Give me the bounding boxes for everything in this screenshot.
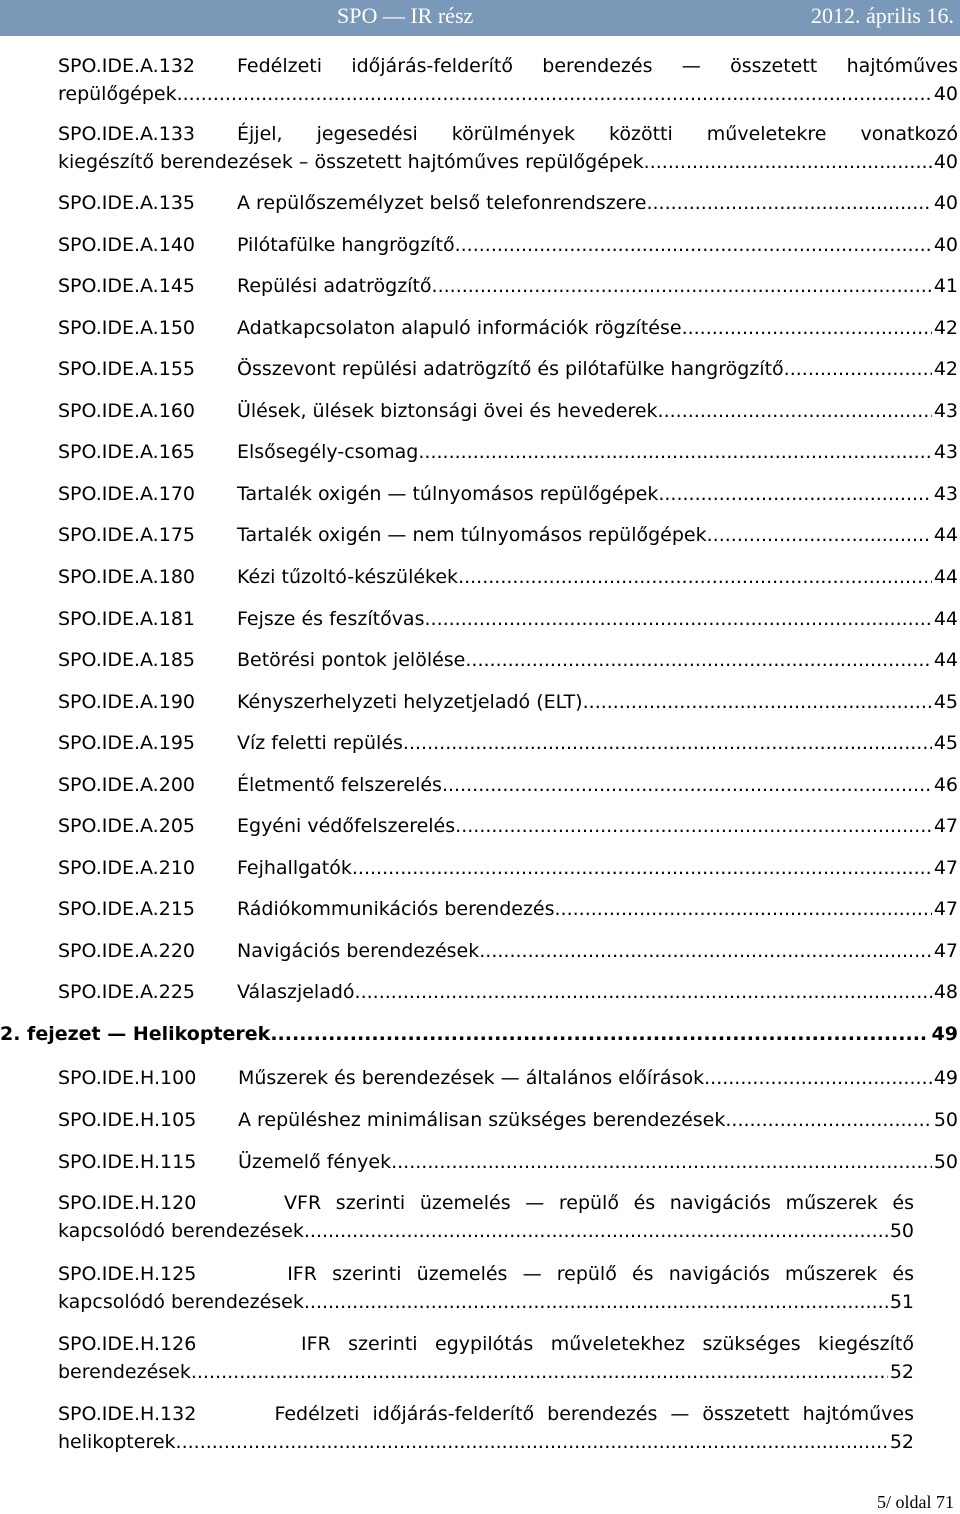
toc-entry-h125[interactable] <box>58 1260 914 1316</box>
toc-entry-a132[interactable] <box>58 52 958 108</box>
toc-title: Összevont repülési adatrögzítő és pilótafülke hangrögzítő <box>237 358 784 381</box>
toc-entry-a133[interactable] <box>58 120 958 176</box>
toc-chapter-2[interactable] <box>0 1023 958 1045</box>
toc-page: 47 <box>933 856 958 879</box>
toc-leader <box>465 646 931 674</box>
toc-entry[interactable] <box>58 314 958 342</box>
toc-entry[interactable] <box>58 771 958 799</box>
toc-title: Kényszerhelyzeti helyzetjeladó (ELT) <box>237 690 583 713</box>
toc-entry[interactable] <box>58 812 958 840</box>
toc-code: SPO.IDE.A.145 <box>58 275 195 298</box>
toc-code: SPO.IDE.A.140 <box>58 233 195 256</box>
toc-leader <box>682 314 932 342</box>
toc-code: SPO.IDE.A.170 <box>58 482 195 505</box>
toc-code: SPO.IDE.A.175 <box>58 524 195 547</box>
toc-title: Egyéni védőfelszerelés <box>237 815 456 838</box>
toc-page: 50 <box>933 1151 958 1173</box>
toc-title: Navigációs berendezések <box>237 939 480 962</box>
toc-page: 44 <box>933 607 958 630</box>
toc-leader <box>555 895 932 923</box>
toc-title: Műszerek és berendezések — általános előírások <box>238 1067 705 1089</box>
toc-page: 43 <box>933 441 958 464</box>
toc-title: A repüléshez minimálisan szükséges berendezések <box>238 1109 726 1131</box>
toc-title: SPO.IDE.H.120 VFR szerinti üzemelés — repülő és navigációs műszerek és <box>58 1192 914 1214</box>
toc-title: Rádiókommunikációs berendezés <box>237 898 555 921</box>
toc-entry[interactable] <box>58 189 958 217</box>
toc-page: 48 <box>933 981 958 1004</box>
toc-page: 52 <box>889 1361 914 1383</box>
toc-leader <box>658 397 932 425</box>
toc-leader <box>725 1106 931 1134</box>
toc-title: SPO.IDE.H.126 IFR szerinti egypilótás műveletekhez szükséges kiegészítő <box>58 1333 914 1355</box>
toc-code: SPO.IDE.A.205 <box>58 815 195 838</box>
toc-title: SPO.IDE.H.125 IFR szerinti üzemelés — repülő és navigációs műszerek és <box>58 1263 914 1285</box>
toc-code: SPO.IDE.A.155 <box>58 358 195 381</box>
toc-code: SPO.IDE.A.190 <box>58 690 195 713</box>
toc-page: 41 <box>933 275 958 298</box>
toc-entry[interactable] <box>58 480 958 508</box>
toc-title-cont: kapcsolódó berendezések <box>58 1220 304 1242</box>
toc-page: 45 <box>933 690 958 713</box>
toc-leader <box>455 812 932 840</box>
toc-title-cont: helikopterek <box>58 1431 176 1453</box>
toc-page: 43 <box>933 482 958 505</box>
toc-leader <box>455 231 932 259</box>
toc-leader <box>424 605 931 633</box>
toc-leader <box>304 1288 888 1316</box>
header-date: 2012. április 16. <box>811 3 954 28</box>
toc-leader <box>304 1217 888 1245</box>
toc-title: Fedélzeti időjárás-felderítő berendezés — összetett hajtóműves <box>237 55 958 77</box>
toc-code: SPO.IDE.H.105 <box>58 1109 197 1131</box>
toc-leader <box>658 480 931 508</box>
toc-leader <box>644 148 932 176</box>
toc-entry[interactable] <box>58 397 958 425</box>
toc-entry[interactable] <box>58 521 958 549</box>
toc-page: 47 <box>933 898 958 921</box>
toc-entry[interactable] <box>58 646 958 674</box>
toc-code: SPO.IDE.A.165 <box>58 441 195 464</box>
toc-entry[interactable] <box>58 978 958 1006</box>
toc-title: Kézi tűzoltó-készülékek <box>237 565 459 588</box>
toc-code: SPO.IDE.A.210 <box>58 856 195 879</box>
toc-page: 49 <box>933 1067 958 1089</box>
toc-code: SPO.IDE.A.215 <box>58 898 195 921</box>
toc-leader <box>391 1148 932 1176</box>
toc-entry[interactable] <box>58 355 958 383</box>
toc-code: SPO.IDE.H.115 <box>58 1151 197 1173</box>
toc-title: Betörési pontok jelölése <box>237 649 466 672</box>
toc-title: Fejhallgatók <box>237 856 352 879</box>
toc-page: 40 <box>933 151 958 173</box>
toc-title: Válaszjeladó <box>237 981 355 1004</box>
page-header <box>0 0 960 36</box>
toc-title: Ülések, ülések biztonsági övei és hevederek <box>237 399 658 422</box>
page-number: 5/ oldal 71 <box>877 1492 954 1512</box>
toc-leader <box>479 937 932 965</box>
toc-code: SPO.IDE.A.225 <box>58 981 195 1004</box>
toc-page: 45 <box>933 732 958 755</box>
toc-page: 42 <box>933 316 958 339</box>
toc-leader <box>646 189 931 217</box>
toc-code: SPO.IDE.A.185 <box>58 649 195 672</box>
toc-page: 50 <box>933 1109 958 1131</box>
toc-title-cont: repülőgépek <box>58 83 177 105</box>
toc-code: SPO.IDE.A.180 <box>58 565 195 588</box>
toc-entry-h132[interactable] <box>58 1400 914 1456</box>
toc-leader <box>707 521 932 549</box>
toc-page: 50 <box>889 1220 914 1242</box>
toc-leader <box>403 729 932 757</box>
toc-entry[interactable] <box>58 605 958 633</box>
chapter-page: 49 <box>931 1023 958 1045</box>
toc-title: Víz feletti repülés <box>237 732 403 755</box>
toc-title-cont: kiegészítő berendezések – összetett hajtóműves repülőgépek <box>58 151 644 173</box>
toc-title: Fejsze és feszítővas <box>237 607 425 630</box>
toc-page: 40 <box>933 192 958 214</box>
toc-title: Üzemelő fények <box>238 1151 392 1173</box>
toc-entry[interactable] <box>58 688 958 716</box>
toc-code: SPO.IDE.A.181 <box>58 607 195 630</box>
toc-leader <box>432 272 932 300</box>
toc-leader <box>355 978 932 1006</box>
toc-code: SPO.IDE.A.220 <box>58 939 195 962</box>
toc-entry[interactable] <box>58 937 958 965</box>
toc-page: 47 <box>933 939 958 962</box>
toc-entry[interactable] <box>58 1064 958 1092</box>
toc-title: Repülési adatrögzítő <box>237 275 432 298</box>
toc-leader <box>191 1358 888 1386</box>
toc-code: SPO.IDE.A.160 <box>58 399 195 422</box>
toc-entry-h126[interactable] <box>58 1330 914 1386</box>
toc-code: SPO.IDE.A.133 <box>58 123 195 145</box>
toc-leader <box>176 1428 888 1456</box>
toc-page: 46 <box>933 773 958 796</box>
toc-code: SPO.IDE.A.200 <box>58 773 195 796</box>
toc-leader <box>458 563 932 591</box>
toc-title: Tartalék oxigén — nem túlnyomásos repülőgépek <box>237 524 707 547</box>
toc-code: SPO.IDE.H.100 <box>58 1067 197 1089</box>
toc-page: 40 <box>933 233 958 256</box>
toc-entry[interactable] <box>58 729 958 757</box>
toc-page: 44 <box>933 565 958 588</box>
toc-title: Éjjel, jegesedési körülmények közötti műveletekre vonatkozó <box>237 123 958 145</box>
toc-page: 44 <box>933 649 958 672</box>
toc-entry[interactable] <box>58 563 958 591</box>
toc-leader <box>442 771 932 799</box>
toc-title: Adatkapcsolaton alapuló információk rögzítése <box>237 316 682 339</box>
toc-entry-h120[interactable] <box>58 1189 914 1245</box>
toc-leader <box>704 1064 932 1092</box>
chapter-title: 2. fejezet — Helikopterek <box>0 1023 271 1045</box>
toc-entry[interactable] <box>58 231 958 259</box>
toc-leader <box>270 1023 925 1045</box>
toc-title: A repülőszemélyzet belső telefonrendszere <box>237 192 647 214</box>
toc-entry[interactable] <box>58 438 958 466</box>
toc-leader <box>177 80 932 108</box>
toc-leader <box>418 438 931 466</box>
toc-title: Életmentő felszerelés <box>237 773 442 796</box>
toc-title: Pilótafülke hangrögzítő <box>237 233 455 256</box>
toc-entry[interactable] <box>58 1148 958 1176</box>
toc-leader <box>784 355 932 383</box>
toc-page: 52 <box>889 1431 914 1453</box>
toc-title: SPO.IDE.H.132 Fedélzeti időjárás-felderítő berendezés — összetett hajtóműves <box>58 1403 914 1425</box>
toc-title-cont: berendezések <box>58 1361 191 1383</box>
toc-page: 51 <box>889 1291 914 1313</box>
toc-page: 40 <box>933 83 958 105</box>
toc-code: SPO.IDE.A.132 <box>58 55 195 77</box>
toc-leader <box>352 854 932 882</box>
toc-leader <box>583 688 932 716</box>
toc-page: 43 <box>933 399 958 422</box>
toc-title: Elsősegély-csomag <box>237 441 419 464</box>
toc-page: 47 <box>933 815 958 838</box>
toc-code: SPO.IDE.A.195 <box>58 732 195 755</box>
toc-title-cont: kapcsolódó berendezések <box>58 1291 304 1313</box>
toc-code: SPO.IDE.A.150 <box>58 316 195 339</box>
toc-title: Tartalék oxigén — túlnyomásos repülőgépek <box>237 482 659 505</box>
header-title: SPO — IR rész <box>337 3 474 28</box>
toc-code: SPO.IDE.A.135 <box>58 192 195 214</box>
toc-page: 44 <box>933 524 958 547</box>
toc-entry[interactable] <box>58 854 958 882</box>
toc-entry[interactable] <box>58 272 958 300</box>
toc-entry[interactable] <box>58 895 958 923</box>
toc-page: 42 <box>933 358 958 381</box>
toc-entry[interactable] <box>58 1106 958 1134</box>
